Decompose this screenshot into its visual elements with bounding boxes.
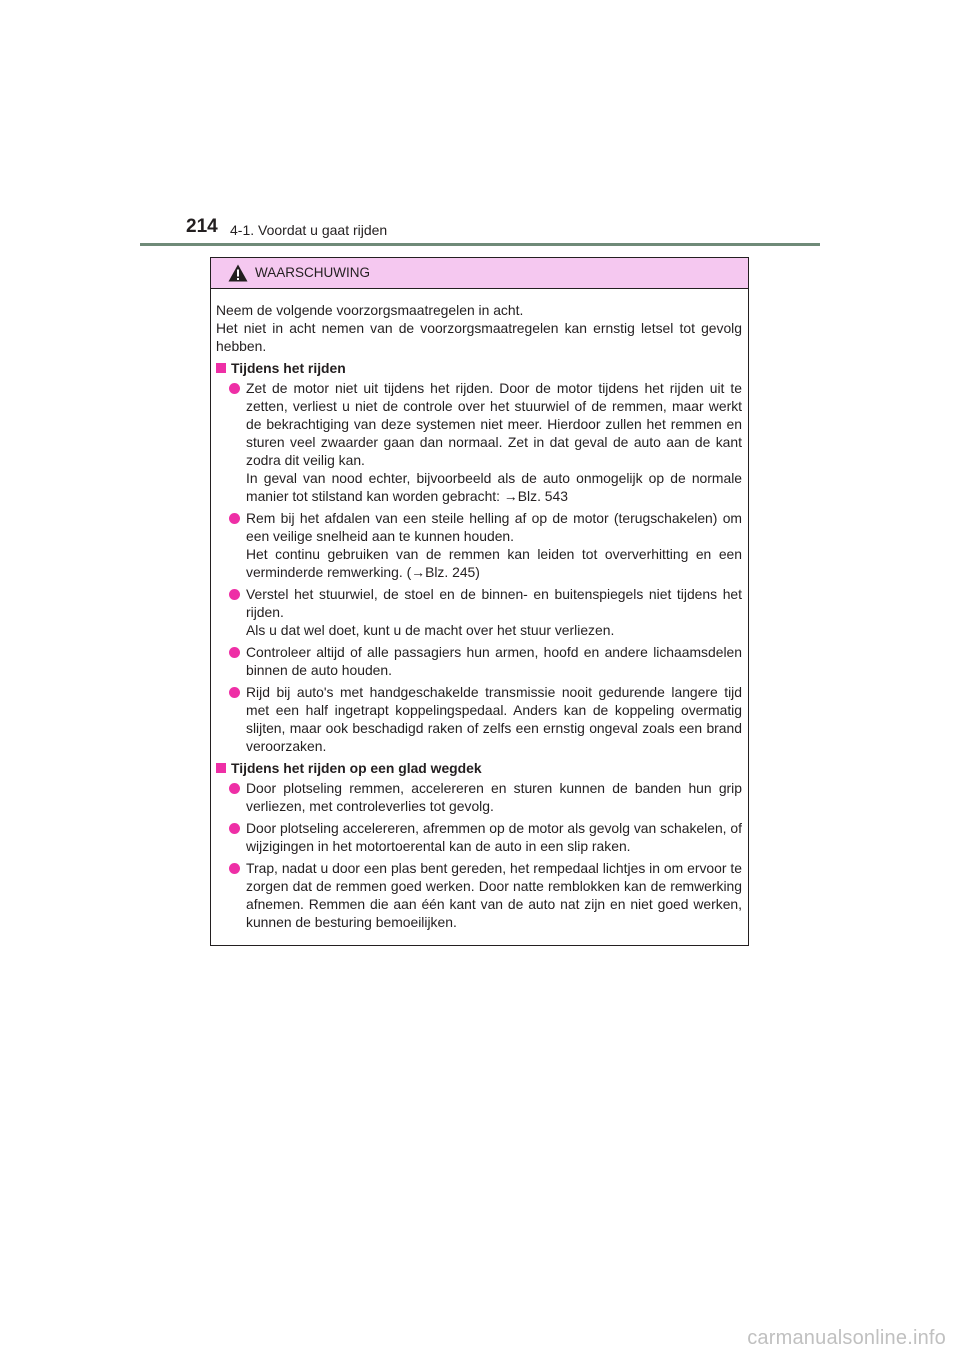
page-number: 214 [186,216,218,237]
section-slippery-road [216,759,742,931]
round-bullet-icon [229,823,240,834]
round-bullet-icon [229,647,240,658]
item-text: Door plotseling accelereren, afremmen op de motor als gevolg van schakelen, of wijzigingen in het motortoerental kan de auto in een slip raken. [246,820,742,854]
section-heading-text: Tijdens het rijden [231,360,346,376]
warning-box [210,257,749,946]
round-bullet-icon [229,589,240,600]
warning-label: WAARSCHUWING [255,265,370,280]
round-bullet-icon [229,687,240,698]
section-driving [216,359,742,755]
warning-triangle-icon [228,264,248,282]
section-heading-text: Tijdens het rijden op een glad wegdek [231,760,482,776]
header-rule [140,243,820,246]
intro-line: Neem de volgende voorzorgsmaatregelen in acht. [216,302,524,318]
warning-header [211,258,748,289]
item-text: Zet de motor niet uit tijdens het rijden. Door de motor tijdens het rijden uit te zetten, verliest u niet de controle over het stuurwiel of de remmen, maar werkt de bekrachtiging van deze systemen niet meer. Hierdoor zullen het remmen en sturen veel zwaarder gaan dan normaal. Zet in dat geval de auto aan de kant zodra dit veilig kan. [246,380,742,468]
warning-body [211,289,748,931]
round-bullet-icon [229,863,240,874]
square-bullet-icon [216,363,226,373]
intro-line: Het niet in acht nemen van de voorzorgsmaatregelen kan ernstig letsel tot gevolg hebben. [216,320,742,354]
list-item [216,779,742,815]
item-text: Het continu gebruiken van de remmen kan leiden tot oververhitting en een verminderde remwerking. (→Blz. 245) [246,546,742,580]
list-item [216,585,742,639]
item-text: Controleer altijd of alle passagiers hun armen, hoofd en andere lichaamsdelen binnen de auto houden. [246,644,742,678]
list-item [216,819,742,855]
item-text: Trap, nadat u door een plas bent gereden, het rempedaal lichtjes in om ervoor te zorgen dat de remmen goed werken. Door natte remblokken kan de remwerking afnemen. Remmen die aan één kant van de auto nat zijn en niet goed werken, kunnen de besturing bemoeilijken. [246,860,742,930]
round-bullet-icon [229,383,240,394]
round-bullet-icon [229,783,240,794]
item-text: Als u dat wel doet, kunt u de macht over het stuur verliezen. [246,622,615,638]
list-item [216,379,742,505]
warning-intro [216,301,742,355]
list-item [216,683,742,755]
item-text: Verstel het stuurwiel, de stoel en de binnen- en buitenspiegels niet tijdens het rijden. [246,586,742,620]
list-item [216,643,742,679]
square-bullet-icon [216,763,226,773]
watermark [646,1326,946,1350]
section-title: 4-1. Voordat u gaat rijden [230,222,388,238]
item-text: In geval van nood echter, bijvoorbeeld als de auto onmogelijk op de normale manier tot stilstand kan worden gebracht: →Blz. 543 [246,470,742,504]
item-text: Rijd bij auto's met handgeschakelde transmissie nooit gedurende langere tijd met een half ingetrapt koppelingspedaal. Anders kan de koppeling overmatig slijten, maar ook beschadigd raken of zelfs een ernstig ongeval zoals een brand veroorzaken. [246,684,742,754]
item-text: Rem bij het afdalen van een steile helling af op de motor (terugschakelen) om een veilige snelheid aan te kunnen houden. [246,510,742,544]
section-heading [216,359,742,377]
round-bullet-icon [229,513,240,524]
list-item [216,509,742,581]
item-text: Door plotseling remmen, accelereren en sturen kunnen de banden hun grip verliezen, met controleverlies tot gevolg. [246,780,742,814]
section-heading [216,759,742,777]
list-item [216,859,742,931]
watermark-text: carmanualsonline.info [747,1327,946,1349]
